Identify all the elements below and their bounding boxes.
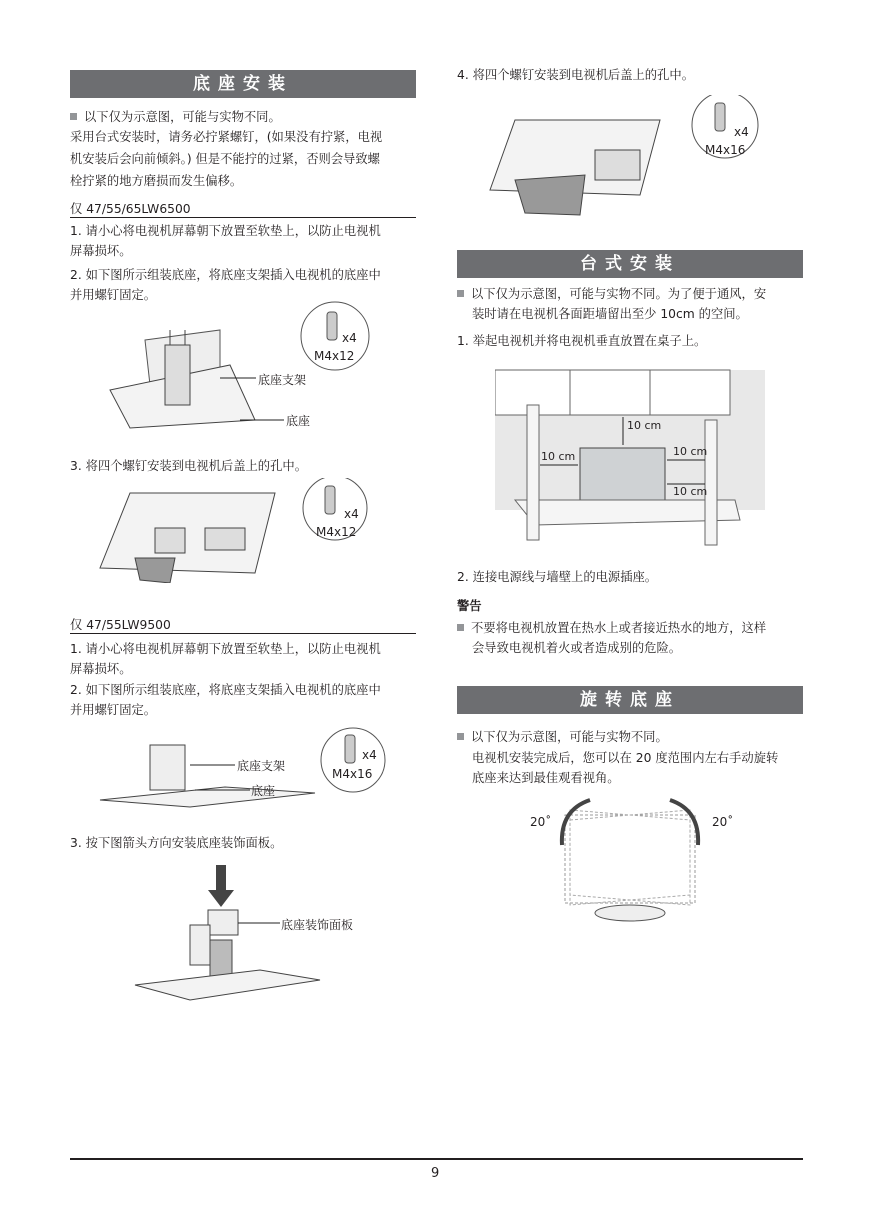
step: 屏幕损坏。 [70, 662, 132, 676]
model-heading: 仅 47/55LW9500 [70, 618, 171, 632]
bullet-icon [457, 290, 464, 297]
step: 3. 按下图箭头方向安装底座装饰面板。 [70, 836, 283, 850]
para-line: 栓拧紧的地方磨损而发生偏移。 [70, 174, 243, 188]
step: 1. 举起电视机并将电视机垂直放置在桌子上。 [457, 334, 707, 348]
step: 屏幕损坏。 [70, 244, 132, 258]
warning [457, 618, 766, 638]
clearance-right-top: 10 cm [673, 445, 708, 458]
tv-clearance-illustration [495, 360, 770, 550]
divider [70, 217, 416, 218]
note [457, 727, 668, 747]
clearance-right-bottom: 10 cm [673, 485, 708, 498]
screw-size: M4x12 [314, 349, 355, 363]
note-text: 底座来达到最佳观看视角。 [472, 771, 620, 785]
model-heading: 仅 47/55/65LW6500 [70, 202, 191, 216]
step: 2. 连接电源线与墙壁上的电源插座。 [457, 570, 658, 584]
note-text: 装时请在电视机各面距墙留出至少 10cm 的空间。 [472, 307, 748, 321]
section-title-table-install: 台式安装 [457, 250, 803, 278]
step: 并用螺钉固定。 [70, 703, 157, 717]
page-number: 9 [431, 1166, 440, 1181]
screw-qty: x4 [342, 331, 357, 345]
warning-title: 警告 [457, 599, 482, 613]
para-line: 机安装后会向前倾斜。) 但是不能拧的过紧，否则会导致螺 [70, 152, 380, 166]
label-stand-bracket: 底座支架 [237, 759, 286, 773]
label-stand-base: 底座 [286, 414, 311, 428]
warning-text: 会导致电视机着火或者造成别的危险。 [472, 641, 682, 655]
swivel-illustration [550, 795, 710, 925]
step: 1. 请小心将电视机屏幕朝下放置至软垫上，以防止电视机 [70, 224, 381, 238]
step: 2. 如下图所示组装底座，将底座支架插入电视机的底座中 [70, 268, 381, 282]
note-text: 电视机安装完成后，您可以在 20 度范围内左右手动旋转 [472, 751, 779, 765]
note-text: 以下仅为示意图，可能与实物不同。 [84, 110, 281, 124]
bullet-icon [70, 113, 77, 120]
step: 3. 将四个螺钉安装到电视机后盖上的孔中。 [70, 459, 307, 473]
screw-qty: x4 [344, 507, 359, 521]
para-line: 采用台式安装时，请务必拧紧螺钉，(如果没有拧紧，电视 [70, 130, 383, 144]
label-stand-base: 底座 [251, 784, 276, 798]
note [70, 107, 281, 127]
stand-assembly-illustration [100, 300, 380, 445]
bullet-icon [457, 733, 464, 740]
divider [70, 633, 416, 634]
stand-cover-illustration [130, 865, 330, 1015]
warning-text: 不要将电视机放置在热水上或者接近热水的地方，这样 [471, 621, 767, 635]
step: 1. 请小心将电视机屏幕朝下放置至软垫上，以防止电视机 [70, 642, 381, 656]
label-stand-cover: 底座装饰面板 [281, 918, 354, 932]
screw-qty: x4 [734, 125, 749, 139]
note-text: 以下仅为示意图，可能与实物不同。为了便于通风，安 [471, 287, 767, 301]
screw-qty: x4 [362, 748, 377, 762]
swivel-angle-right: 20˚ [712, 815, 734, 829]
screw-size: M4x12 [316, 525, 357, 539]
label-stand-bracket: 底座支架 [258, 373, 307, 387]
tv-back-screws-illustration [485, 95, 765, 220]
screw-size: M4x16 [705, 143, 746, 157]
section-title-swivel-stand: 旋转底座 [457, 686, 803, 714]
note-text: 以下仅为示意图，可能与实物不同。 [471, 730, 668, 744]
footer-divider [70, 1158, 803, 1160]
screw-size: M4x16 [332, 767, 373, 781]
bullet-icon [457, 624, 464, 631]
section-title-stand-install: 底座安装 [70, 70, 416, 98]
clearance-left: 10 cm [541, 450, 576, 463]
swivel-angle-left: 20˚ [530, 815, 552, 829]
note [457, 284, 766, 304]
step: 4. 将四个螺钉安装到电视机后盖上的孔中。 [457, 68, 694, 82]
step: 2. 如下图所示组装底座，将底座支架插入电视机的底座中 [70, 683, 381, 697]
clearance-top: 10 cm [627, 419, 662, 432]
step: 并用螺钉固定。 [70, 288, 157, 302]
